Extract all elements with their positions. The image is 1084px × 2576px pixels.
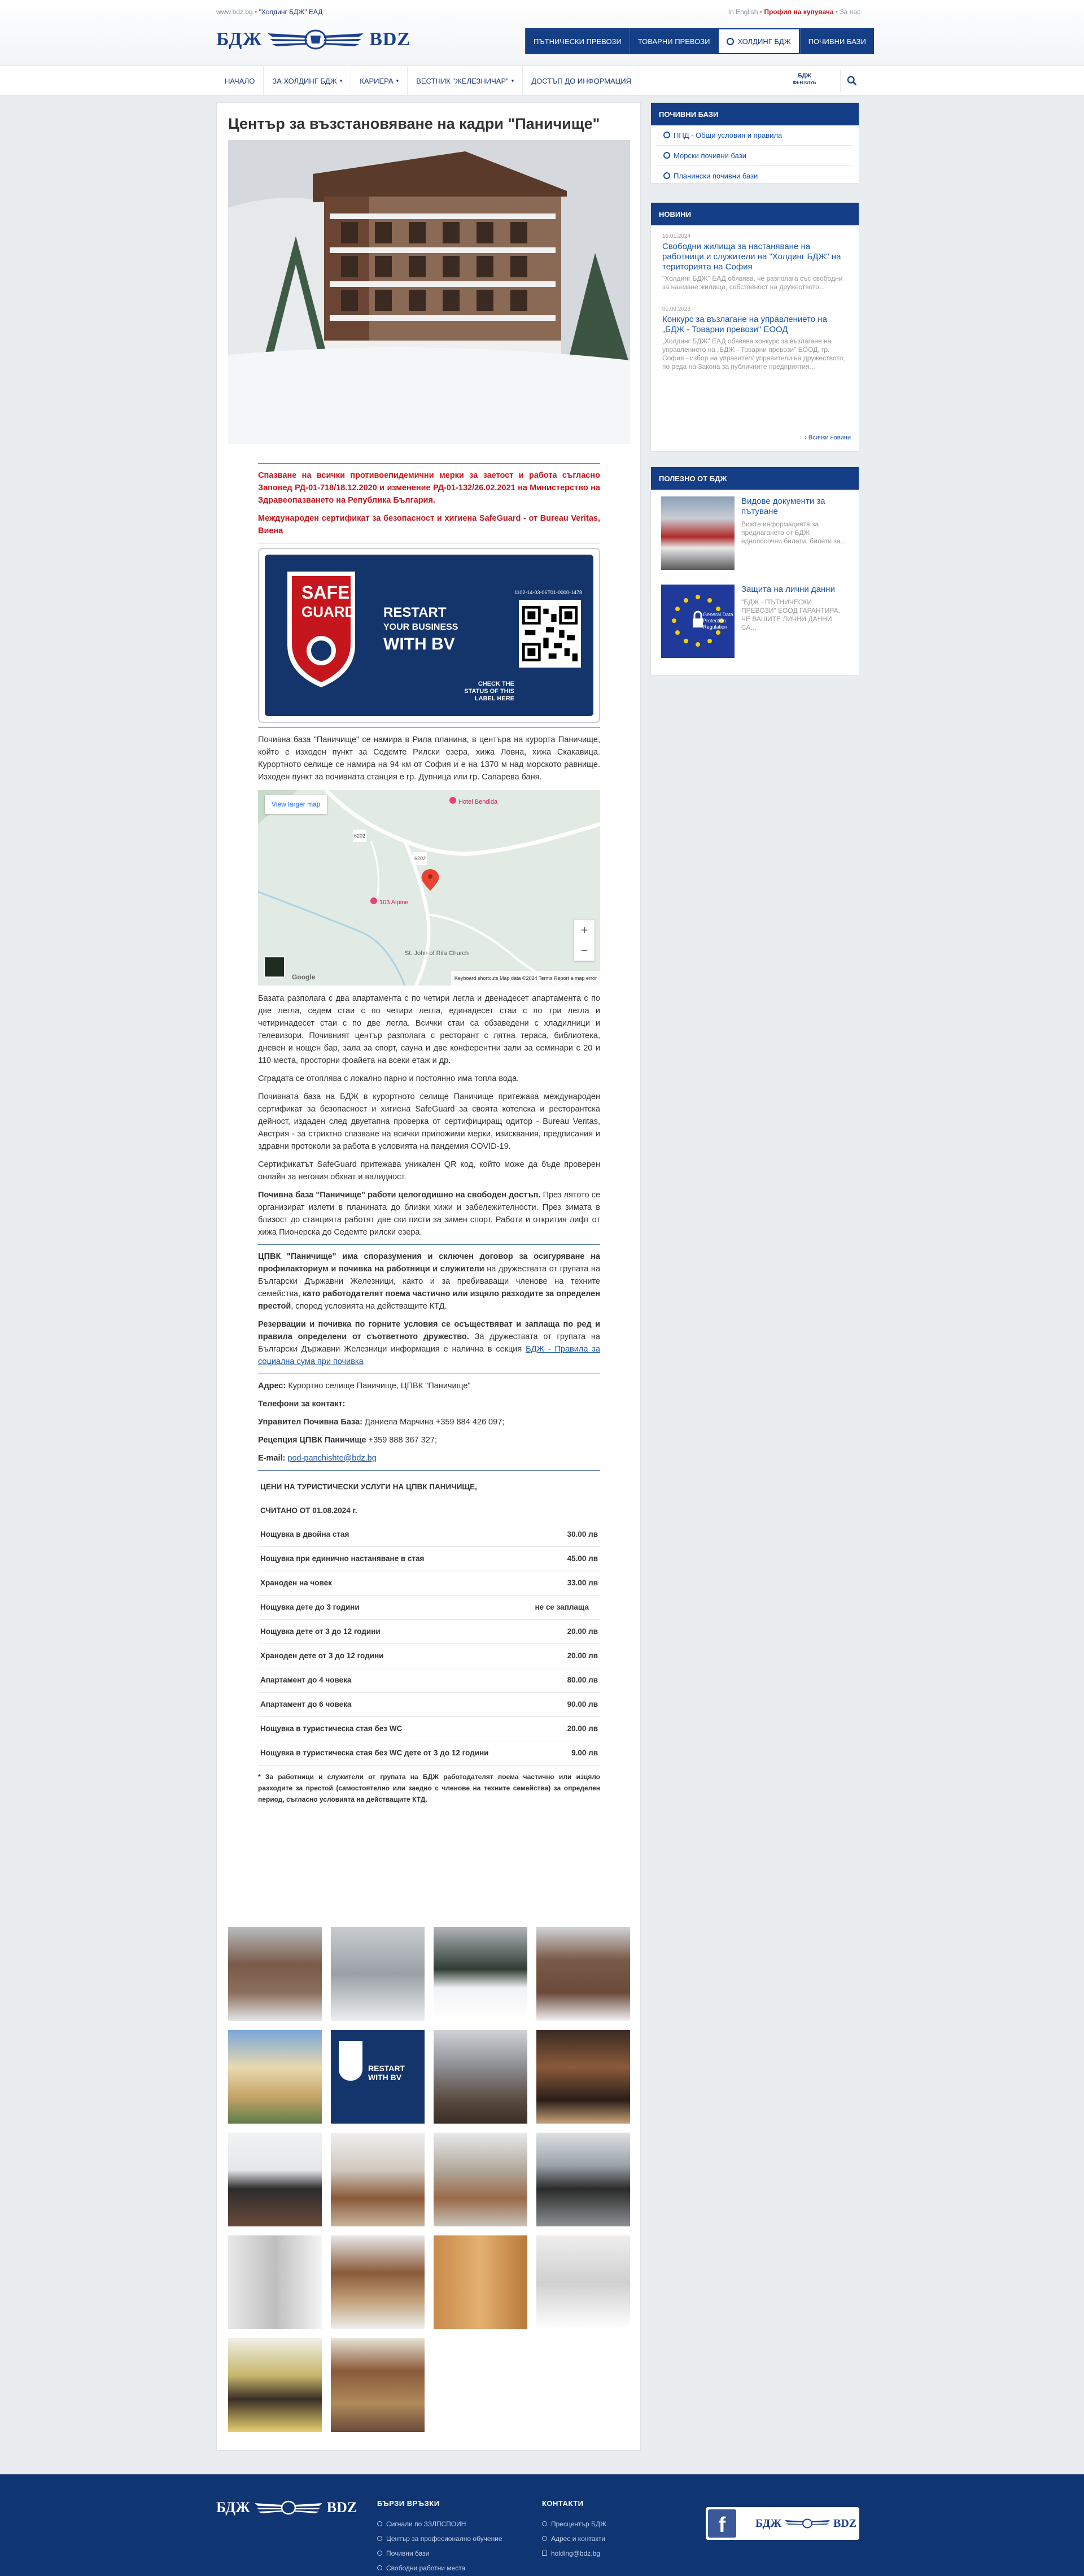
- address-label: Адрес:: [258, 1381, 286, 1391]
- gallery-sg-text: RESTART WITH BV: [368, 2064, 405, 2082]
- table-row: [258, 1717, 600, 1741]
- facebook-banner[interactable]: [706, 2507, 859, 2540]
- circle-arrow-icon: [663, 132, 670, 138]
- fan-club-logo[interactable]: [790, 69, 819, 92]
- top-header: [0, 0, 1084, 66]
- price-name: Нощувка в туристическа стая без WC дете от 3 до 12 години: [258, 1741, 523, 1766]
- gallery-photo[interactable]: [228, 2235, 322, 2329]
- circle-arrow-icon: [377, 2536, 382, 2541]
- heating-paragraph: Сградата се отоплява с локално парно и постоянно има топла вода.: [258, 1074, 519, 1083]
- gallery-photo[interactable]: [331, 2235, 425, 2329]
- table-row: [258, 1499, 600, 1523]
- sidebar-useful: [650, 467, 859, 675]
- site-link[interactable]: www.bdz.bg: [216, 8, 253, 16]
- sidebar-item-rules[interactable]: [657, 125, 853, 146]
- map-footer[interactable]: Keyboard shortcuts Map data ©2024 Terms Report a map error: [451, 971, 600, 986]
- gallery-photo[interactable]: [228, 2338, 322, 2432]
- nav-about[interactable]: [264, 66, 351, 95]
- main-content: [216, 102, 641, 2451]
- price-table: [258, 1475, 600, 1766]
- search-button[interactable]: [840, 69, 863, 92]
- circle-arrow-icon: [663, 172, 670, 179]
- table-row: [258, 1620, 600, 1644]
- reservation-r: За дружествата от групата на Български Държавни Железници информация е налична в секция: [258, 1332, 600, 1354]
- gallery-photo[interactable]: [228, 1927, 322, 2021]
- news-excerpt: „Холдинг БДЖ" ЕАД обявява конкурс за възлагане на управлението на „БДЖ - Товарни превози" ЕООД, гр. София - избор на управител/ управители на дружеството, по реда на Закона за публичните предприятия...: [662, 337, 845, 371]
- social-rules-link[interactable]: БДЖ - Правила за социална сума при почивка: [258, 1345, 600, 1366]
- sg-with-bv: WITH BV: [383, 635, 455, 653]
- nav-access-info-label: ДОСТЪП ДО ИНФОРМАЦИЯ: [531, 76, 631, 85]
- price-name: Нощувка дете от 3 до 12 години: [258, 1620, 523, 1644]
- price-value: не се заплаща: [523, 1596, 600, 1620]
- sidebar-heading: ПОЧИВНИ БАЗИ: [651, 103, 859, 125]
- agreement-b1: ЦПВК "Паничище" има споразумения и сключен договор за осигуряване на профилакториум и почивка на работници и служители: [258, 1252, 600, 1274]
- club-line2: ФЕН КЛУБ: [793, 80, 816, 85]
- divider: [258, 727, 600, 728]
- email-link[interactable]: pod-panchishte@bdz.bg: [287, 1454, 377, 1463]
- useful-item[interactable]: [651, 573, 859, 661]
- price-value: 20.00 лв: [523, 1717, 600, 1741]
- qr-number: 1102-14-03-06T01-0000-1478: [514, 590, 582, 595]
- safeguard-slogan: [383, 605, 458, 654]
- site-logo[interactable]: [216, 26, 424, 53]
- reception-value: +359 888 367 327;: [366, 1436, 437, 1445]
- news-item[interactable]: [651, 225, 859, 295]
- english-link[interactable]: In English: [728, 8, 758, 16]
- gallery-photo[interactable]: [228, 2133, 322, 2226]
- nav-about-label: ЗА ХОЛДИНГ БДЖ: [272, 76, 337, 85]
- circle-arrow-icon: [663, 152, 670, 159]
- footer-logo[interactable]: [216, 2499, 357, 2516]
- club-line1: БДЖ: [798, 73, 811, 79]
- footer-logo-bg: БДЖ: [216, 2499, 250, 2516]
- wings-logo-icon: [785, 2518, 830, 2529]
- map-hotel-label: Hotel Bendida: [458, 799, 498, 805]
- chevron-down-icon: ▾: [339, 77, 343, 84]
- footer-link[interactable]: [377, 2564, 502, 2572]
- gallery-photo[interactable]: [536, 2235, 630, 2329]
- sidebar-item-mountain[interactable]: [657, 166, 853, 186]
- sidebar-item-sea[interactable]: [657, 146, 853, 166]
- intro-paragraph: Почивна база "Паничище" се намира в Рила планина, в центъра на курорта Паничище, който е изходен пункт за Седемте Рилски езера, хижа Ловна, хижа Скакавица. Курортното селище се намира на 94 км от София и е на 1370 м над морското равнище. Изходен пункт за почивната станция е гр. Дупница или гр. Сапарева баня.: [258, 735, 600, 782]
- facilities-paragraph: Базата разполага с два апартамента с по четири легла и двенадесет апартамента с по две легла, седем стаи с по четири легла, единадесет стаи с по три легла и четиринадесет стаи с по две легла. Всички стаи са обзаведени с хладилници и телевизори. Почивният център разполага с ресторант с лятна тераса, библиотека, дневен и нощен бар, зала за спорт, сауна и две конферентни зали за семинари с 20 и 110 места, просторни фоайета на всеки етаж и др.: [258, 994, 600, 1065]
- access-paragraph: [258, 1189, 600, 1239]
- news-date: 01.09.2023: [662, 306, 691, 312]
- price-name: Нощувка дете до 3 години: [258, 1596, 523, 1620]
- gallery-photo[interactable]: [434, 1927, 527, 2021]
- footer-link[interactable]: [377, 2535, 502, 2543]
- reservation-b: Резервации и почивка по горните условия се осъществяват и заплаща по ред и правила определени от съответното дружество.: [258, 1320, 600, 1341]
- google-logo: Google: [292, 973, 316, 981]
- fb-logo-bg: БДЖ: [755, 2517, 781, 2530]
- table-row: [258, 1741, 600, 1766]
- footer-contact[interactable]: [542, 2520, 606, 2528]
- facebook-icon: f: [708, 2509, 736, 2538]
- price-footnote: * За работници и служители от групата на БДЖ работодателят поема частично или изцяло разходите за престой (самостоятелно или заедно с членове на техните семейства) за определен период, съгласно условията на действащите КТД.: [258, 1773, 600, 1803]
- news-item[interactable]: [651, 295, 859, 374]
- gdpr-text: General Data Protection Regulation: [703, 612, 733, 630]
- hero-image: [228, 140, 630, 444]
- phones-label: Телефони за контакт:: [258, 1400, 346, 1409]
- table-row: [258, 1571, 600, 1596]
- nav-home-label: НАЧАЛО: [225, 76, 255, 85]
- wings-logo-icon: [255, 2500, 322, 2516]
- map-road-label: 6202: [413, 852, 427, 865]
- certificate-paragraph: Почивната база на БДЖ в курортното селище Паничище притежава международен сертификат за безопасност и хигиена SafeGuard за своята котелска и ресторантска дейност, издаден след двуетапна проверка от сертифициращ одитор - Bureau Veritas, Австрия - за стриктно спазване на всички приложими мерки, изисквания, предписания и здравни протоколи за работа в условията на пандемия COVID-19.: [258, 1092, 600, 1151]
- price-name: Апартамент до 4 човека: [258, 1668, 523, 1693]
- site-footer: [0, 2474, 1084, 2576]
- price-name: Храноден на човек: [258, 1571, 523, 1596]
- footer-contact-label: Адрес и контакти: [551, 2535, 606, 2543]
- gallery-photo[interactable]: [536, 2133, 630, 2226]
- map-alpine-label: 103 Alpine: [379, 899, 409, 906]
- address-line: [258, 1380, 600, 1392]
- sidebar-item-label: Морски почивни бази: [674, 151, 746, 160]
- gallery-photo[interactable]: [331, 2030, 425, 2124]
- manager-line: [258, 1416, 600, 1428]
- footer-contact-label: Пресцентър БДЖ: [551, 2520, 607, 2528]
- nav-career[interactable]: [351, 66, 408, 95]
- footer-logo-en: BDZ: [326, 2499, 357, 2516]
- access-bold: Почивна база "Паничище" работи целогодишно на свободен достъп.: [258, 1191, 541, 1200]
- news-title[interactable]: Свободни жилища за настаняване на работници и служители на "Холдинг БДЖ" на територията на София: [662, 242, 841, 272]
- table-row: [258, 1547, 600, 1571]
- train-photo: [661, 496, 735, 570]
- table-row: [258, 1596, 600, 1620]
- sidebar-news: [650, 202, 859, 452]
- circle-arrow-icon: [377, 2565, 382, 2570]
- table-row: [258, 1668, 600, 1693]
- reservation-paragraph: [258, 1318, 600, 1368]
- logo-text-bg: БДЖ: [216, 29, 263, 50]
- price-value: 80.00 лв: [523, 1668, 600, 1693]
- agreement-paragraph: [258, 1250, 600, 1313]
- useful-item[interactable]: [651, 490, 859, 573]
- gallery-photo[interactable]: [536, 1927, 630, 2021]
- manager-label: Управител Почивна База:: [258, 1418, 362, 1427]
- useful-excerpt: Вижте информацията за предлагането от БДЖ еднопосочни билети, билети за...: [741, 520, 846, 545]
- qr-paragraph: Сертификатът SafeGuard притежава уникален QR код, който може да бъде проверен онлайн за неговия обхват и валидност.: [258, 1160, 600, 1182]
- price-name: Апартамент до 6 човека: [258, 1693, 523, 1717]
- qr-code[interactable]: [519, 600, 581, 668]
- safeguard-certificate: [258, 548, 600, 723]
- footer-contact[interactable]: [542, 2549, 606, 2557]
- top-nav: [525, 28, 874, 54]
- gallery-photo[interactable]: [434, 2235, 527, 2329]
- news-date: 16.01.2024: [662, 233, 691, 239]
- separator: •: [759, 8, 762, 16]
- zoom-in-icon[interactable]: +: [580, 923, 588, 937]
- purchase-profile-link[interactable]: Профил на купувача: [764, 8, 834, 16]
- separator: •: [255, 8, 257, 16]
- gallery-photo[interactable]: [228, 2030, 322, 2124]
- gallery-photo[interactable]: [434, 2030, 527, 2124]
- qr-code-icon: [522, 603, 578, 664]
- email-label: E-mail:: [258, 1454, 286, 1463]
- map-zoom-control[interactable]: [574, 920, 595, 961]
- map-church-label: St. John of Rila Church: [405, 950, 469, 957]
- sidebar-item-label: ППД - Общи условия и правила: [674, 131, 783, 140]
- tab-resorts[interactable]: ПОЧИВНИ БАЗИ: [800, 28, 874, 54]
- contacts-link[interactable]: За нас: [840, 8, 860, 16]
- circle-arrow-icon: [542, 2521, 547, 2526]
- footer-link-label: Почивни бази: [386, 2549, 430, 2557]
- gdpr-image: [661, 585, 735, 658]
- useful-title[interactable]: Защита на лични данни: [741, 585, 835, 594]
- useful-excerpt: "БДЖ - ПЪТНИЧЕСКИ ПРЕВОЗИ" ЕООД ГАРАНТИРА, ЧЕ ВАШИТЕ ЛИЧНИ ДАННИ СА...: [741, 598, 840, 631]
- chevron-down-icon: ▾: [511, 77, 514, 84]
- nav-newspaper[interactable]: [408, 66, 523, 95]
- gallery-photo[interactable]: [536, 2030, 630, 2124]
- gallery-photo[interactable]: [331, 1927, 425, 2021]
- footer-contacts: [542, 2499, 606, 2564]
- table-row: [258, 1475, 600, 1499]
- access-rest: През лятото се организират излети в планината до близки хижи и забележителности. През зимата в близост до станцията работят две ски писти за зимен спорт. Работи и открития лифт от хижа Пионерска до Седемте рилски езера.: [258, 1191, 601, 1237]
- email-line: [258, 1452, 600, 1464]
- tab-cargo[interactable]: ТОВАРНИ ПРЕВОЗИ: [630, 28, 718, 54]
- agreement-b2: като работодателят поема частично или изцяло разходите за определен престой: [258, 1289, 600, 1311]
- separator: •: [835, 8, 838, 16]
- reception-label: Рецепция ЦПВК Паничище: [258, 1436, 366, 1445]
- safeguard-title2: GUARD: [301, 603, 356, 620]
- circle-arrow-icon: [377, 2551, 382, 2556]
- nav-home[interactable]: [216, 66, 264, 95]
- footer-heading: БЪРЗИ ВРЪЗКИ: [377, 2499, 440, 2508]
- cert-notice: Международен сертификат за безопасност и хигиена SafeGuard - от Bureau Veritas, Виена: [258, 514, 600, 535]
- price-value: 20.00 лв: [523, 1644, 600, 1668]
- zoom-out-icon[interactable]: −: [580, 943, 588, 957]
- divider: [258, 463, 600, 464]
- sg-your-business: YOUR BUSINESS: [383, 622, 458, 632]
- agreement-r1: на дружествата от групата на Български Държавни Железници, както и за пребиваващи членове на техните семейства,: [258, 1265, 601, 1298]
- price-name: Нощувка при единично настаняване в стая: [258, 1547, 523, 1571]
- covid-notice: Спазване на всички противоепидемични мерки за заетост и работа съгласно Заповед РД-01-718/18.12.2020 и изменение РД-01-132/26.02.2021 на Министерство на Здравеопазването на Република България.: [258, 471, 600, 505]
- table-row: [258, 1644, 600, 1668]
- price-value: 20.00 лв: [523, 1620, 600, 1644]
- circle-arrow-icon: [542, 2536, 547, 2541]
- envelope-icon: [542, 2551, 547, 2556]
- price-name: Нощувка в двойна стая: [258, 1523, 523, 1547]
- tab-holding[interactable]: [718, 28, 799, 54]
- footer-link-label: Сигнали по ЗЗЛПСПОИН: [386, 2520, 466, 2528]
- table-row: [258, 1523, 600, 1547]
- view-larger-map-link[interactable]: View larger map: [265, 795, 327, 814]
- gallery-photo[interactable]: [331, 2133, 425, 2226]
- all-news-link[interactable]: › Всички новини: [805, 434, 851, 441]
- news-excerpt: "Холдинг БДЖ" ЕАД обявява, че разполага със свободни за наемане жилища, собственост на дружеството...: [662, 274, 843, 291]
- logo-text-en: BDZ: [369, 29, 411, 50]
- nav-career-label: КАРИЕРА: [360, 76, 394, 85]
- sg-check-label: CHECK THE STATUS OF THIS LABEL HERE: [464, 681, 514, 702]
- tab-holding-label: ХОЛДИНГ БДЖ: [737, 37, 791, 46]
- chevron-down-icon: ▾: [396, 77, 399, 84]
- sidebar-resorts: [650, 102, 859, 184]
- search-icon: [847, 76, 857, 86]
- sidebar-heading: ПОЛЕЗНО ОТ БДЖ: [651, 467, 859, 490]
- footer-link-label: Център за професионално обучение: [386, 2535, 502, 2543]
- location-map[interactable]: [258, 790, 600, 986]
- price-value: 33.00 лв: [523, 1571, 600, 1596]
- wings-logo-icon: [268, 29, 364, 50]
- price-name: Нощувка в туристическа стая без WC: [258, 1717, 523, 1741]
- news-title[interactable]: Конкурс за възлагане на управлението на „БДЖ - Товарни превози" ЕООД: [662, 315, 827, 334]
- top-links-right: [728, 8, 860, 16]
- footer-heading: КОНТАКТИ: [542, 2499, 584, 2508]
- manager-value: Даниела Марчина +359 884 426 097;: [362, 1418, 505, 1427]
- circle-arrow-icon: [377, 2521, 382, 2526]
- fb-logo-en: BDZ: [833, 2517, 857, 2530]
- phones-line: [258, 1398, 600, 1410]
- table-row: [258, 1693, 600, 1717]
- nav-access-info[interactable]: [523, 66, 640, 95]
- agreement-r2: , според условията на действащите КТД.: [291, 1302, 447, 1311]
- price-name: Храноден дете от 3 до 12 години: [258, 1644, 523, 1668]
- tab-passenger[interactable]: ПЪТНИЧЕСКИ ПРЕВОЗИ: [525, 28, 630, 54]
- footer-quick-links: [377, 2499, 502, 2576]
- nav-newspaper-label: ВЕСТНИК "ЖЕЛЕЗНИЧАР": [416, 76, 509, 85]
- footer-contact-label: holding@bdz.bg: [551, 2549, 600, 2557]
- footer-contact[interactable]: [542, 2535, 606, 2543]
- divider: [258, 1244, 600, 1245]
- gallery-photo[interactable]: [331, 2338, 425, 2432]
- page-title: Център за възстановяване на кадри "Паничище": [228, 115, 600, 132]
- map-satellite-toggle[interactable]: [264, 956, 285, 978]
- hotel-photo: [228, 140, 630, 444]
- footer-link-label: Свободни работни места: [386, 2564, 466, 2572]
- useful-title[interactable]: Видове документи за пътуване: [741, 496, 825, 516]
- sg-restart: RESTART: [383, 605, 447, 620]
- prices-title: ЦЕНИ НА ТУРИСТИЧЕСКИ УСЛУГИ НА ЦПВК ПАНИЧИЩЕ,: [260, 1483, 477, 1491]
- sidebar-item-label: Планински почивни бази: [674, 172, 758, 180]
- reception-line: [258, 1434, 600, 1446]
- footer-link[interactable]: [377, 2549, 502, 2557]
- footer-link[interactable]: [377, 2520, 502, 2528]
- prices-since: СЧИТАНО ОТ 01.08.2024 г.: [260, 1506, 357, 1515]
- globe-icon: [727, 38, 734, 45]
- map-road-label: 6202: [353, 830, 366, 842]
- address-value: Курортно селище Паничище, ЦПВК "Паничище": [286, 1381, 471, 1391]
- price-value: 9.00 лв: [523, 1741, 600, 1766]
- sidebar-heading: НОВИНИ: [651, 203, 859, 225]
- gallery-photo[interactable]: [434, 2133, 527, 2226]
- price-value: 90.00 лв: [523, 1693, 600, 1717]
- holding-link[interactable]: "Холдинг БДЖ" ЕАД: [259, 8, 323, 16]
- safeguard-title1: SAFE: [301, 582, 350, 603]
- price-value: 30.00 лв: [523, 1523, 600, 1547]
- main-nav: [0, 66, 1084, 95]
- price-value: 45.00 лв: [523, 1547, 600, 1571]
- top-links-left: [216, 8, 322, 16]
- article-body: [258, 459, 600, 1811]
- divider: [258, 1470, 600, 1471]
